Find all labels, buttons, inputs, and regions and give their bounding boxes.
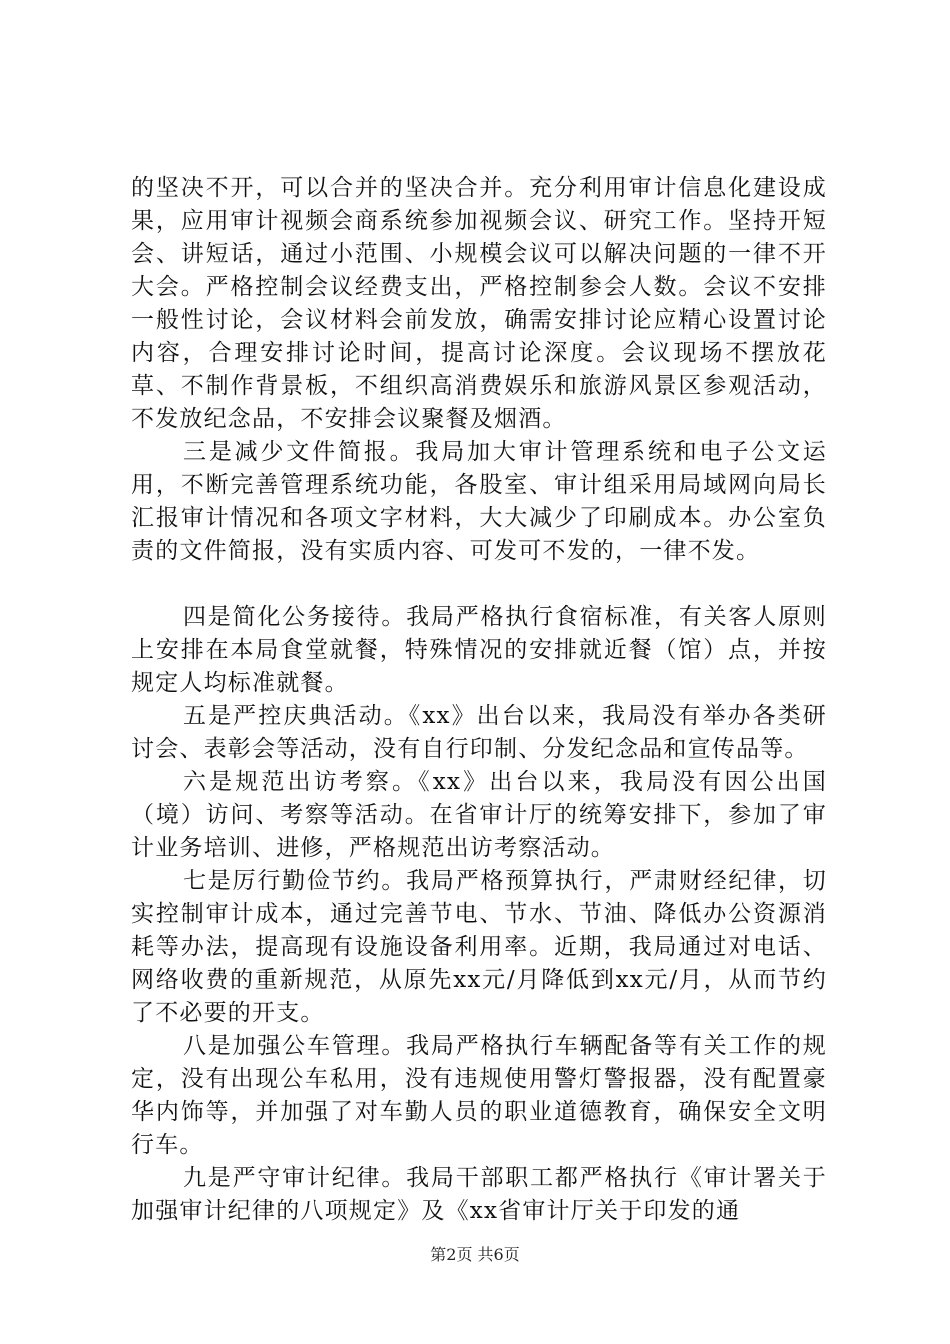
page-number-footer: 第2页 共6页	[430, 1245, 520, 1264]
paragraph-item-6: 六是规范出访考察。《xx》出台以来，我局没有因公出国（境）访问、考察等活动。在省审计厅的统筹安排下，参加了审计业务培训、进修，严格规范出访考察活动。	[131, 769, 827, 861]
paragraph-item-4: 四是简化公务接待。我局严格执行食宿标准，有关客人原则上安排在本局食堂就餐，特殊情况的安排就近餐（馆）点，并按规定人均标准就餐。	[131, 604, 827, 696]
paragraph-item-8: 八是加强公车管理。我局严格执行车辆配备等有关工作的规定，没有出现公车私用，没有违规使用警灯警报器，没有配置豪华内饰等，并加强了对车勤人员的职业道德教育，确保安全文明行车。	[131, 1033, 827, 1158]
paragraph-item-5: 五是严控庆典活动。《xx》出台以来，我局没有举办各类研讨会、表彰会等活动，没有自行印制、分发纪念品和宣传品等。	[131, 703, 827, 762]
paragraph-continuation: 的坚决不开，可以合并的坚决合并。充分利用审计信息化建设成果，应用审计视频会商系统参加视频会议、研究工作。坚持开短会、讲短话，通过小范围、小规模会议可以解决问题的一律不开大会。严格控制会议经费支出，严格控制参会人数。会议不安排一般性讨论，会议材料会前发放，确需安排讨论应精心设置讨论内容，合理安排讨论时间，提高讨论深度。会议现场不摆放花草、不制作背景板，不组织高消费娱乐和旅游风景区参观活动，不发放纪念品，不安排会议聚餐及烟酒。	[131, 175, 827, 432]
document-body	[131, 172, 827, 1228]
paragraph-item-7: 七是厉行勤俭节约。我局严格预算执行，严肃财经纪律，切实控制审计成本，通过完善节电、节水、节油、降低办公资源消耗等办法，提高现有设施设备利用率。近期，我局通过对电话、网络收费的重新规范，从原先xx元/月降低到xx元/月，从而节约了不必要的开支。	[131, 868, 827, 1026]
paragraph-item-9: 九是严守审计纪律。我局干部职工都严格执行《审计署关于加强审计纪律的八项规定》及《xx省审计厅关于印发的通	[131, 1165, 827, 1224]
paragraph-item-3: 三是减少文件简报。我局加大审计管理系统和电子公文运用，不断完善管理系统功能，各股室、审计组采用局域网向局长汇报审计情况和各项文字材料，大大减少了印刷成本。办公室负责的文件简报，没有实质内容、可发可不发的，一律不发。	[131, 439, 827, 564]
